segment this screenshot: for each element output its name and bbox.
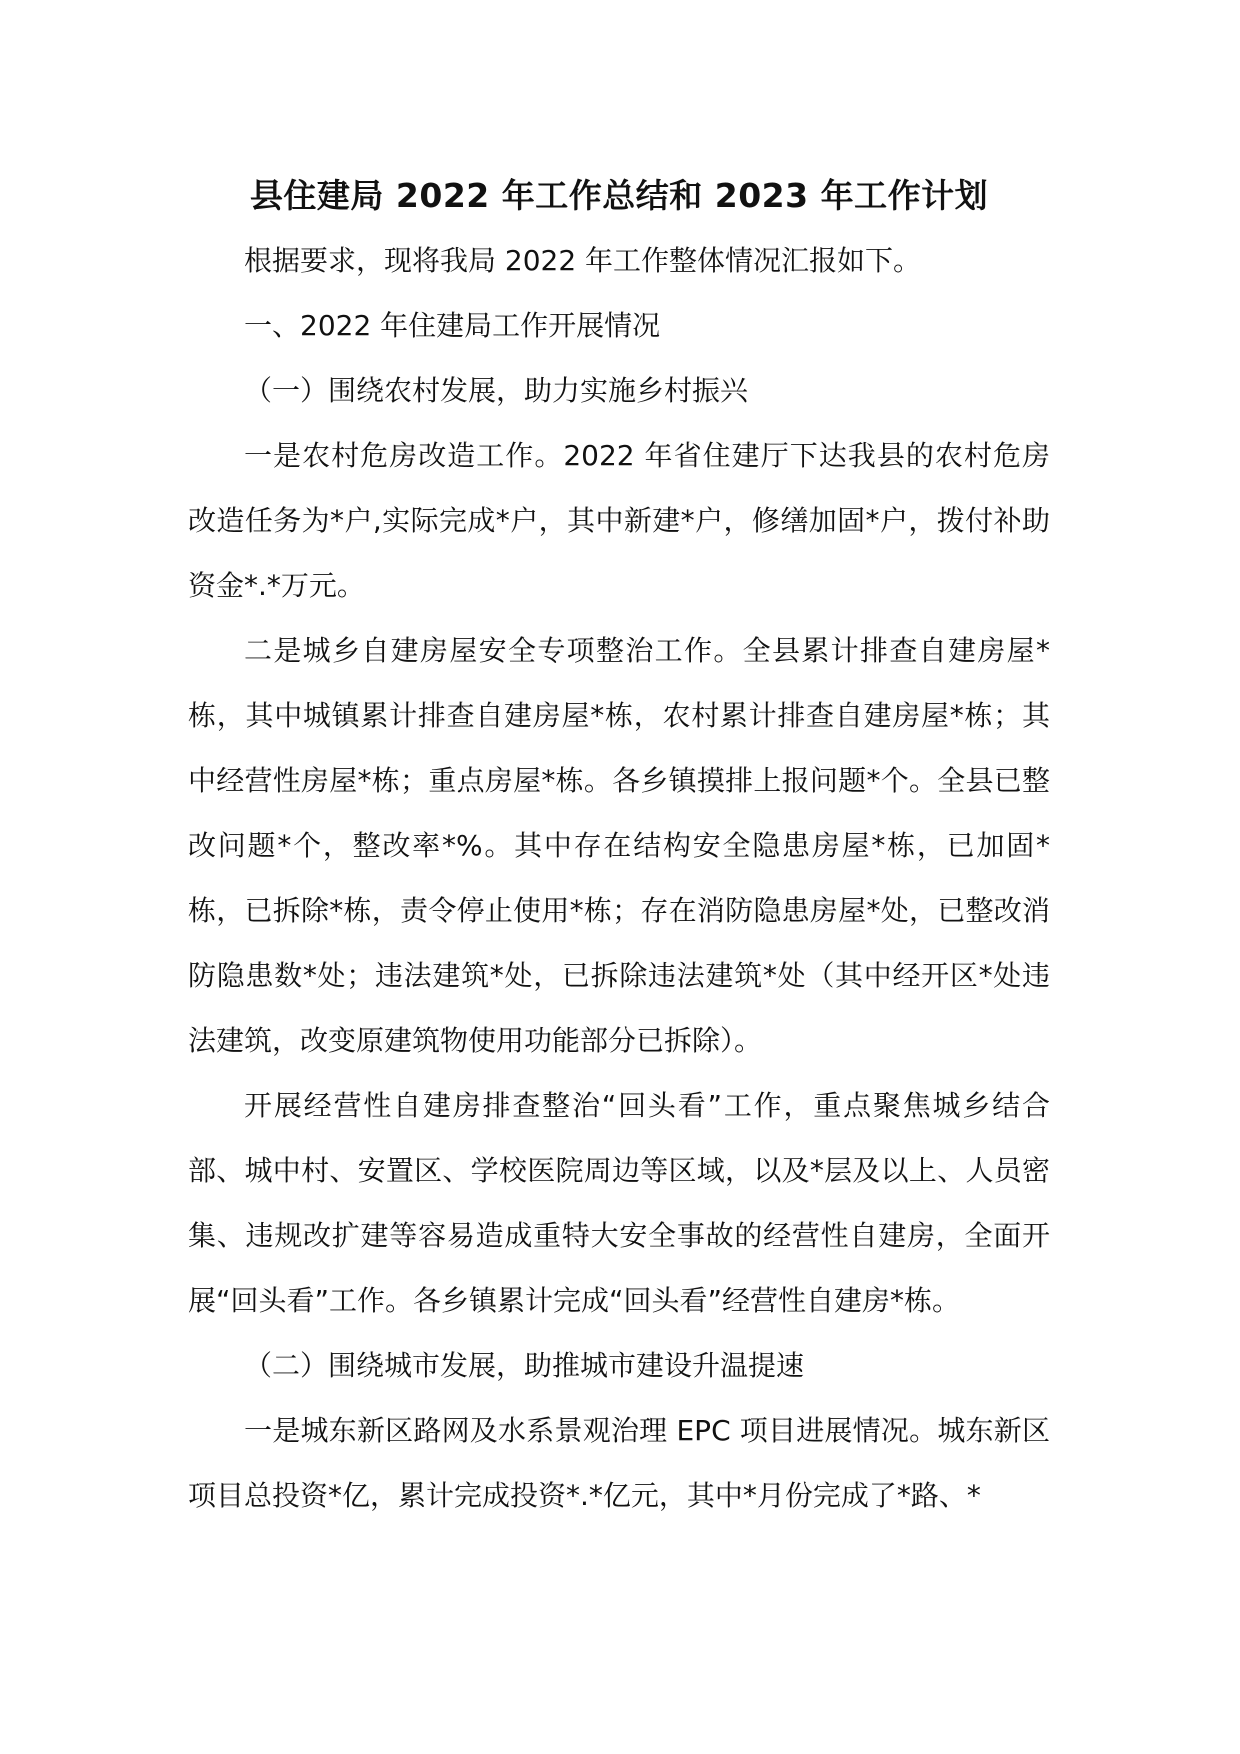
document-page — [188, 168, 1050, 1528]
subsection-heading-1: （一）围绕农村发展，助力实施乡村振兴 — [244, 374, 749, 407]
document-title: 县住建局 2022 年工作总结和 2023 年工作计划 — [249, 176, 989, 215]
east-district-project-paragraph: 一是城东新区路网及水系景观治理 EPC 项目进展情况。城东新区项目总投资*亿，累计完成投资*.*亿元，其中*月份完成了*路、* — [188, 1414, 1050, 1512]
section-heading-1: 一、2022 年住建局工作开展情况 — [244, 309, 661, 342]
review-work-paragraph: 开展经营性自建房排查整治“回头看”工作，重点聚焦城乡结合部、城中村、安置区、学校医院周边等区域，以及*层及以上、人员密集、违规改扩建等容易造成重特大安全事故的经营性自建房，全面开展“回头看”工作。各乡镇累计完成“回头看”经营性自建房*栋。 — [188, 1089, 1050, 1317]
self-built-housing-paragraph: 二是城乡自建房屋安全专项整治工作。全县累计排查自建房屋*栋，其中城镇累计排查自建房屋*栋，农村累计排查自建房屋*栋；其中经营性房屋*栋；重点房屋*栋。各乡镇摸排上报问题*个。全县已整改问题*个，整改率*%。其中存在结构安全隐患房屋*栋，已加固*栋，已拆除*栋，责令停止使用*栋；存在消防隐患房屋*处，已整改消防隐患数*处；违法建筑*处，已拆除违法建筑*处（其中经开区*处违法建筑，改变原建筑物使用功能部分已拆除）。 — [188, 634, 1050, 1057]
intro-paragraph: 根据要求，现将我局 2022 年工作整体情况汇报如下。 — [244, 244, 922, 277]
rural-housing-paragraph: 一是农村危房改造工作。2022 年省住建厅下达我县的农村危房改造任务为*户,实际完成*户，其中新建*户，修缮加固*户，拨付补助资金*.*万元。 — [188, 439, 1050, 602]
subsection-heading-2: （二）围绕城市发展，助推城市建设升温提速 — [244, 1349, 805, 1382]
